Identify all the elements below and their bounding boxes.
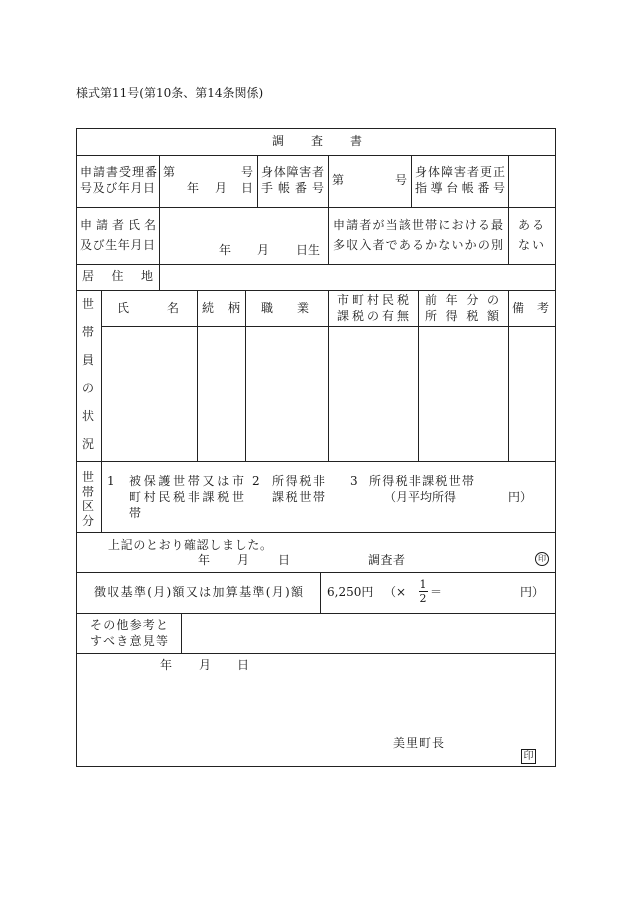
- collection-standard-label: 徴収基準(月)額又は加算基準(月)額: [94, 585, 303, 599]
- receipt-label-line1: 申請書受理番: [80, 165, 157, 179]
- other-opinions-label-line1: その他参考と: [90, 618, 168, 632]
- column-header-income-tax-line2: 所得税額: [425, 309, 499, 323]
- handbook-number-prefix: 第: [332, 173, 345, 187]
- birth-date-year: 年: [219, 243, 232, 257]
- top-earner-label-line2: 多収入者であるかないかの別: [333, 238, 503, 252]
- equals-sign: ＝: [430, 585, 443, 599]
- category-1-line3: 帯: [129, 506, 142, 520]
- category-3-monthly-income-unit: 円）: [508, 490, 533, 504]
- confirmation-date-day: 日: [278, 553, 291, 567]
- column-header-relation: 続柄: [202, 301, 240, 315]
- investigator-seal-mark: 印: [535, 552, 549, 566]
- column-header-occupation: 職業: [261, 301, 309, 315]
- other-opinions-field: [182, 614, 555, 653]
- household-members-table-body: [102, 327, 555, 461]
- birth-date-month: 月: [257, 243, 270, 257]
- collection-standard-amount: 6,250円: [327, 585, 374, 599]
- handbook-label-line1: 身体障害者: [261, 165, 324, 179]
- multiply-open: （×: [384, 585, 407, 599]
- residence-label: 居住地: [82, 269, 153, 283]
- column-header-income-tax-line1: 前年分の: [425, 293, 499, 307]
- rehab-register-number-field: [509, 156, 555, 207]
- category-2-line2: 課税世帯: [272, 490, 325, 504]
- confirmation-date-month: 月: [237, 553, 250, 567]
- receipt-number-suffix: 号: [241, 165, 254, 179]
- receipt-number-prefix: 第: [163, 165, 176, 179]
- result-unit: 円）: [520, 585, 545, 599]
- signature-date-month: 月: [199, 658, 212, 672]
- investigator-label: 調査者: [368, 553, 405, 567]
- top-earner-label-line1: 申請者が当該世帯における最: [333, 218, 503, 232]
- top-earner-option-yes: ある: [518, 218, 544, 232]
- category-3-line1: 所得税非課税世帯: [369, 474, 474, 488]
- category-1-number: 1: [107, 474, 115, 488]
- mayor-title: 美里町長: [393, 736, 444, 750]
- signature-date-year: 年: [160, 658, 173, 672]
- birth-date-day: 日生: [296, 243, 321, 257]
- one-half-fraction: [417, 578, 429, 605]
- rehab-register-label-line1: 身体障害者更正: [415, 165, 505, 179]
- other-opinions-label-line2: すべき意見等: [90, 634, 168, 648]
- form-title: 調査書: [272, 134, 362, 148]
- column-header-name: 氏名: [117, 301, 179, 315]
- category-1-line2: 町村民税非課税世: [129, 490, 244, 504]
- receipt-date-month: 月: [215, 181, 228, 195]
- category-1-line1: 被保護世帯又は市: [129, 474, 244, 488]
- applicant-label-line1: 申請者氏名: [80, 218, 156, 232]
- handbook-number-suffix: 号: [395, 173, 408, 187]
- receipt-label-line2: 号及び年月日: [80, 181, 155, 195]
- household-members-side-label: 世帯員の状況: [82, 297, 95, 451]
- signature-date-day: 日: [237, 658, 250, 672]
- confirmation-statement: 上記のとおり確認しました。: [108, 538, 272, 552]
- fraction-denominator: 2: [419, 592, 427, 605]
- top-earner-option-no: ない: [518, 238, 544, 252]
- column-header-remarks: 備考: [512, 301, 549, 315]
- receipt-date-day: 日: [241, 181, 254, 195]
- fraction-numerator: 1: [419, 578, 427, 591]
- column-header-municipal-tax-line2: 課税の有無: [337, 309, 409, 323]
- mayor-seal-mark: 印: [521, 749, 536, 764]
- applicant-label-line2: 及び生年月日: [80, 238, 155, 252]
- category-3-number: 3: [350, 474, 358, 488]
- confirmation-date-year: 年: [198, 553, 211, 567]
- category-2-number: 2: [252, 474, 260, 488]
- form-number: 様式第11号(第10条、第14条関係): [76, 86, 264, 100]
- column-header-municipal-tax-line1: 市町村民税: [337, 293, 409, 307]
- rehab-register-label-line2: 指導台帳番号: [415, 181, 505, 195]
- residence-field: [160, 265, 555, 290]
- household-category-side-label: 世帯区分: [82, 470, 95, 528]
- receipt-date-year: 年: [187, 181, 200, 195]
- handbook-label-line2: 手帳番号: [261, 181, 324, 195]
- category-3-monthly-income-label: （月平均所得: [384, 490, 457, 504]
- category-2-line1: 所得税非: [272, 474, 325, 488]
